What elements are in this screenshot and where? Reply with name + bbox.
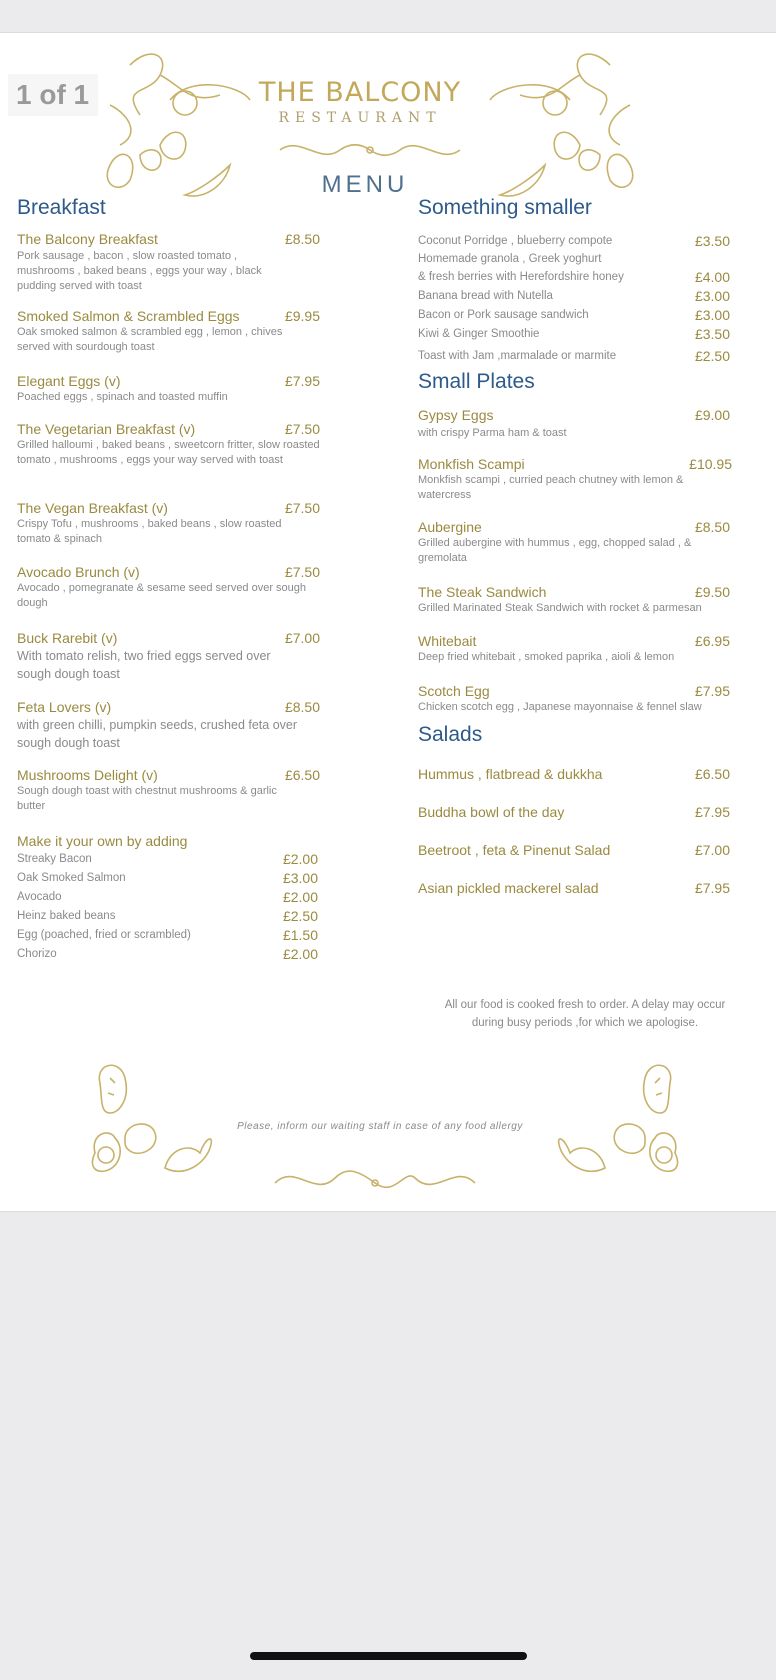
item-description: with crispy Parma ham & toast <box>418 427 567 439</box>
top-right-ornament <box>480 45 650 210</box>
item-price: £7.50 <box>284 564 320 580</box>
addon-name: Heinz baked beans <box>17 910 116 922</box>
item-description: Oak smoked salmon & scrambled egg , lemon , chives served with sourdough toast <box>17 326 283 353</box>
addon-name: Streaky Bacon <box>17 853 92 865</box>
addon-price: £2.00 <box>282 889 318 905</box>
addon-price: £3.00 <box>282 870 318 886</box>
item-description: Poached eggs , spinach and toasted muffin <box>17 391 228 403</box>
smaller-item-price: £3.00 <box>694 307 730 323</box>
item-name: Scotch Egg <box>418 683 490 699</box>
item-description: With tomato relish, two fried eggs served over sough dough toast <box>17 649 271 681</box>
smaller-item-price: £4.00 <box>694 269 730 285</box>
addon-name: Egg (poached, fried or scrambled) <box>17 929 191 941</box>
salad-name: Asian pickled mackerel salad <box>418 880 599 896</box>
item-price: £8.50 <box>284 699 320 715</box>
item-description: Pork sausage , bacon , slow roasted tomato , mushrooms , baked beans , eggs your way , black pudding served with toast <box>17 250 262 292</box>
item-price: £7.50 <box>284 500 320 516</box>
logo-title: THE BALCONY <box>258 77 462 108</box>
menu-heading: MENU <box>321 171 409 198</box>
item-description: Grilled Marinated Steak Sandwich with rocket & parmesan <box>418 602 702 614</box>
salad-name: Buddha bowl of the day <box>418 804 565 820</box>
smaller-item-price: £3.50 <box>694 326 730 342</box>
item-price: £8.50 <box>284 231 320 247</box>
smaller-item-name: Coconut Porridge , blueberry compote <box>418 235 613 247</box>
item-name: The Vegetarian Breakfast (v) <box>17 421 196 437</box>
salad-name: Beetroot , feta & Pinenut Salad <box>418 842 611 858</box>
salad-price: £7.95 <box>694 880 730 896</box>
item-price: £6.50 <box>284 767 320 783</box>
item-name: Avocado Brunch (v) <box>17 564 140 580</box>
item-description: with green chilli, pumpkin seeds, crushed feta over sough dough toast <box>17 718 298 750</box>
cooked-fresh-note-line2: during busy periods ,for which we apologise. <box>471 1017 699 1029</box>
item-description: Chicken scotch egg , Japanese mayonnaise & fennel slaw <box>418 701 702 713</box>
smaller-item-name: Toast with Jam ,marmalade or marmite <box>418 350 617 362</box>
page-counter: 1 of 1 <box>8 74 98 116</box>
restaurant-logo <box>250 77 470 126</box>
bottom-flourish-icon <box>265 1158 485 1198</box>
item-price: £9.95 <box>284 308 320 324</box>
salad-price: £7.95 <box>694 804 730 820</box>
breakfast-title: Breakfast <box>17 196 106 219</box>
item-name: The Steak Sandwich <box>418 584 547 600</box>
smaller-item-name: Homemade granola , Greek yoghurt <box>418 253 602 265</box>
item-price: £7.95 <box>694 683 730 699</box>
smaller-item-name: Banana bread with Nutella <box>418 290 553 302</box>
menu-page <box>0 32 776 1212</box>
small-plates-title: Small Plates <box>418 370 535 393</box>
addon-price: £2.00 <box>282 946 318 962</box>
salad-price: £6.50 <box>694 766 730 782</box>
addon-price: £2.50 <box>282 908 318 924</box>
item-name: The Vegan Breakfast (v) <box>17 500 168 516</box>
item-price: £10.95 <box>689 456 732 472</box>
addon-price: £1.50 <box>282 927 318 943</box>
logo-subtitle: RESTAURANT <box>278 110 442 126</box>
top-left-ornament <box>90 45 260 210</box>
something-smaller-title: Something smaller <box>418 196 592 219</box>
item-description: Grilled aubergine with hummus , egg, chopped salad , & gremolata <box>418 537 692 564</box>
item-price: £7.50 <box>284 421 320 437</box>
item-name: Mushrooms Delight (v) <box>17 767 158 783</box>
item-price: £6.95 <box>694 633 730 649</box>
item-price: £9.50 <box>694 584 730 600</box>
item-name: Gypsy Eggs <box>418 407 494 423</box>
cooked-fresh-note-line1: All our food is cooked fresh to order. A delay may occur <box>444 999 726 1011</box>
item-price: £7.95 <box>284 373 320 389</box>
item-description: Monkfish scampi , curried peach chutney with lemon & watercress <box>418 474 684 501</box>
salads-title: Salads <box>418 723 483 746</box>
item-name: Aubergine <box>418 519 482 535</box>
item-name: Monkfish Scampi <box>418 456 525 472</box>
item-description: Sough dough toast with chestnut mushrooms & garlic butter <box>17 785 277 812</box>
smaller-item-price: £3.50 <box>694 233 730 249</box>
center-flourish-icon <box>270 135 470 165</box>
item-description: Deep fried whitebait , smoked paprika , aioli & lemon <box>418 651 675 663</box>
item-price: £7.00 <box>284 630 320 646</box>
addon-price: £2.00 <box>282 851 318 867</box>
item-name: Whitebait <box>418 633 477 649</box>
salad-name: Hummus , flatbread & dukkha <box>418 766 603 782</box>
smaller-item-name: Kiwi & Ginger Smoothie <box>418 328 540 340</box>
addon-name: Chorizo <box>17 948 57 960</box>
smaller-item-name: & fresh berries with Herefordshire honey <box>418 271 624 283</box>
item-name: Smoked Salmon & Scrambled Eggs <box>17 308 240 324</box>
home-indicator[interactable] <box>250 1652 527 1660</box>
allergy-notice: Please, inform our waiting staff in case of any food allergy <box>237 1121 523 1132</box>
addon-name: Avocado <box>17 891 62 903</box>
item-price: £9.00 <box>694 407 730 423</box>
item-name: The Balcony Breakfast <box>17 231 158 247</box>
item-name: Elegant Eggs (v) <box>17 373 121 389</box>
addons-title: Make it your own by adding <box>17 833 188 849</box>
salad-price: £7.00 <box>694 842 730 858</box>
smaller-item-price: £3.00 <box>694 288 730 304</box>
item-price: £8.50 <box>694 519 730 535</box>
addon-name: Oak Smoked Salmon <box>17 872 126 884</box>
smaller-item-name: Bacon or Pork sausage sandwich <box>418 309 589 321</box>
item-name: Buck Rarebit (v) <box>17 630 118 646</box>
smaller-item-price: £2.50 <box>694 348 730 364</box>
item-description: Crispy Tofu , mushrooms , baked beans , slow roasted tomato & spinach <box>17 518 282 545</box>
item-description: Avocado , pomegranate & sesame seed served over sough dough <box>17 582 307 609</box>
item-name: Feta Lovers (v) <box>17 699 112 715</box>
item-description: Grilled halloumi , baked beans , sweetcorn fritter, slow roasted tomato , mushrooms , eggs your way served with toast <box>17 439 320 466</box>
